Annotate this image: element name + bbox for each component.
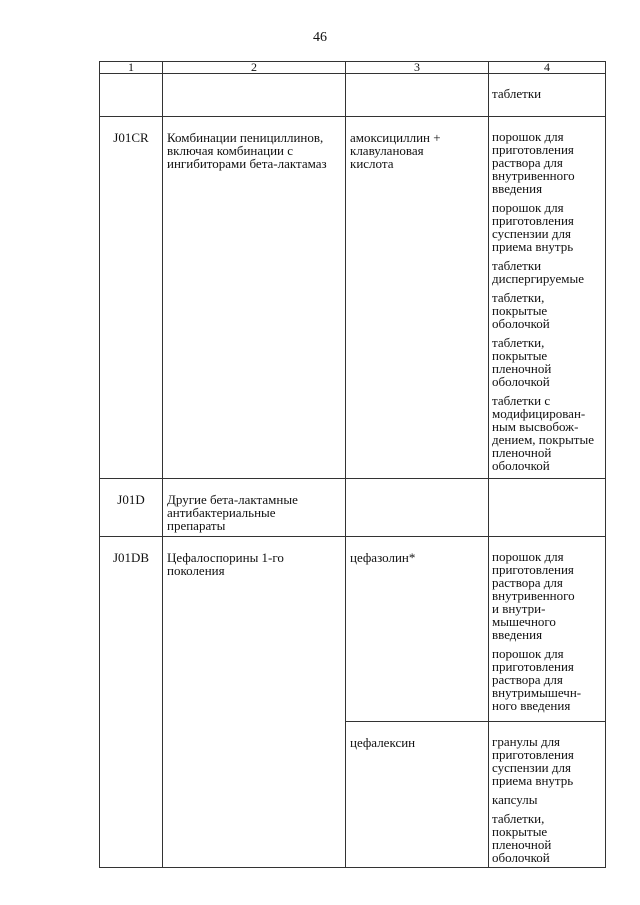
text-line: Цефалоспорины 1-го bbox=[167, 550, 284, 565]
text-line: введения bbox=[492, 627, 543, 642]
table-header-row bbox=[100, 62, 606, 74]
text-line: таблетки, bbox=[492, 335, 545, 350]
text-line: таблетки, bbox=[492, 290, 545, 305]
text-line: клавулановая bbox=[350, 143, 424, 158]
text-line: гранулы для bbox=[492, 734, 561, 749]
text-line: порошок для bbox=[492, 200, 564, 215]
text-line: внутримышечн- bbox=[492, 685, 582, 700]
group-name-cell bbox=[163, 537, 346, 868]
dosage-form-item bbox=[492, 550, 603, 641]
text-line: раствора для bbox=[492, 575, 563, 590]
text-line: приготовления bbox=[492, 142, 574, 157]
text-line: внутривенного bbox=[492, 588, 575, 603]
text-line: раствора для bbox=[492, 155, 563, 170]
text-line: приема внутрь bbox=[492, 773, 574, 788]
drug-name-cell bbox=[346, 722, 489, 868]
text-line: включая комбинации с bbox=[167, 143, 294, 158]
text-line: таблетки bbox=[492, 258, 542, 273]
drug-name-cell bbox=[346, 479, 489, 537]
text-line: Комбинации пенициллинов, bbox=[167, 130, 324, 145]
dosage-form-item bbox=[492, 735, 603, 787]
text-line: пленочной bbox=[492, 445, 552, 460]
table-row bbox=[100, 479, 606, 537]
text-line: раствора для bbox=[492, 672, 563, 687]
text-line: и внутри- bbox=[492, 601, 546, 616]
drug-name-cell bbox=[346, 74, 489, 117]
text-line: внутривенного bbox=[492, 168, 575, 183]
text-line: покрытые bbox=[492, 824, 548, 839]
table-row bbox=[100, 537, 606, 722]
text-line: покрытые bbox=[492, 303, 548, 318]
text-line: приготовления bbox=[492, 562, 574, 577]
text-line: покрытые bbox=[492, 348, 548, 363]
text-line: приготовления bbox=[492, 213, 574, 228]
table-row bbox=[100, 74, 606, 117]
drug-name-cell bbox=[346, 117, 489, 479]
dosage-form-cell bbox=[489, 479, 606, 537]
atc-code-cell bbox=[100, 74, 163, 117]
dosage-form-item bbox=[492, 647, 603, 712]
text-line: порошок для bbox=[492, 129, 564, 144]
text-line: ным высвобож- bbox=[492, 419, 579, 434]
table-row bbox=[100, 117, 606, 479]
text-line: оболочкой bbox=[492, 850, 550, 865]
drug-name-cell bbox=[346, 537, 489, 722]
text-line: препараты bbox=[167, 518, 226, 533]
dosage-form-cell bbox=[489, 74, 606, 117]
dosage-form-list bbox=[492, 120, 603, 472]
text-line: оболочкой bbox=[492, 374, 550, 389]
atc-code-cell: J01D bbox=[100, 479, 163, 537]
dosage-form-item bbox=[492, 201, 603, 253]
text-line: суспензии для bbox=[492, 226, 571, 241]
text-line: мышечного bbox=[492, 614, 556, 629]
column-number-4: 4 bbox=[489, 62, 606, 74]
atc-code-cell: J01CR bbox=[100, 117, 163, 479]
dosage-form-item bbox=[492, 259, 603, 285]
text-line: оболочкой bbox=[492, 316, 550, 331]
text-line: поколения bbox=[167, 563, 225, 578]
column-number-2: 2 bbox=[163, 62, 346, 74]
text-line: капсулы bbox=[492, 792, 538, 807]
dosage-form-list bbox=[492, 77, 603, 100]
text-line: оболочкой bbox=[492, 458, 550, 473]
text-line: таблетки, bbox=[492, 811, 545, 826]
atc-code-cell: J01DB bbox=[100, 537, 163, 868]
dosage-form-cell bbox=[489, 722, 606, 868]
text-line: приема внутрь bbox=[492, 239, 574, 254]
text-line: таблетки с bbox=[492, 393, 551, 408]
dosage-form-item bbox=[492, 336, 603, 388]
text-line: ингибиторами бета-лактамаз bbox=[167, 156, 327, 171]
text-line: кислота bbox=[350, 156, 394, 171]
text-line: модифицирован- bbox=[492, 406, 586, 421]
dosage-form-item bbox=[492, 87, 603, 100]
text-line: приготовления bbox=[492, 747, 574, 762]
dosage-form-list bbox=[492, 725, 603, 864]
text-line: приготовления bbox=[492, 659, 574, 674]
text-line: ного введения bbox=[492, 698, 571, 713]
text-line: антибактериальные bbox=[167, 505, 276, 520]
text-line: Другие бета-лактамные bbox=[167, 492, 298, 507]
text-line: суспензии для bbox=[492, 760, 571, 775]
text-line: цефалексин bbox=[350, 735, 416, 750]
dosage-form-cell bbox=[489, 117, 606, 479]
group-name-cell bbox=[163, 74, 346, 117]
text-line: таблетки bbox=[492, 86, 542, 101]
dosage-form-cell bbox=[489, 537, 606, 722]
text-line: порошок для bbox=[492, 549, 564, 564]
column-number-1: 1 bbox=[100, 62, 163, 74]
text-line: амоксициллин + bbox=[350, 130, 441, 145]
drug-list-table bbox=[99, 61, 606, 868]
dosage-form-item bbox=[492, 130, 603, 195]
text-line: цефазолин* bbox=[350, 550, 416, 565]
column-number-3: 3 bbox=[346, 62, 489, 74]
dosage-form-list bbox=[492, 540, 603, 712]
text-line: пленочной bbox=[492, 361, 552, 376]
page-number: 46 bbox=[313, 30, 327, 45]
text-line: дением, покрытые bbox=[492, 432, 594, 447]
dosage-form-item bbox=[492, 291, 603, 330]
text-line: порошок для bbox=[492, 646, 564, 661]
dosage-form-item bbox=[492, 793, 603, 806]
text-line: введения bbox=[492, 181, 543, 196]
group-name-cell bbox=[163, 479, 346, 537]
dosage-form-item bbox=[492, 812, 603, 864]
text-line: диспергируемые bbox=[492, 271, 585, 286]
text-line: пленочной bbox=[492, 837, 552, 852]
group-name-cell bbox=[163, 117, 346, 479]
dosage-form-item bbox=[492, 394, 603, 472]
